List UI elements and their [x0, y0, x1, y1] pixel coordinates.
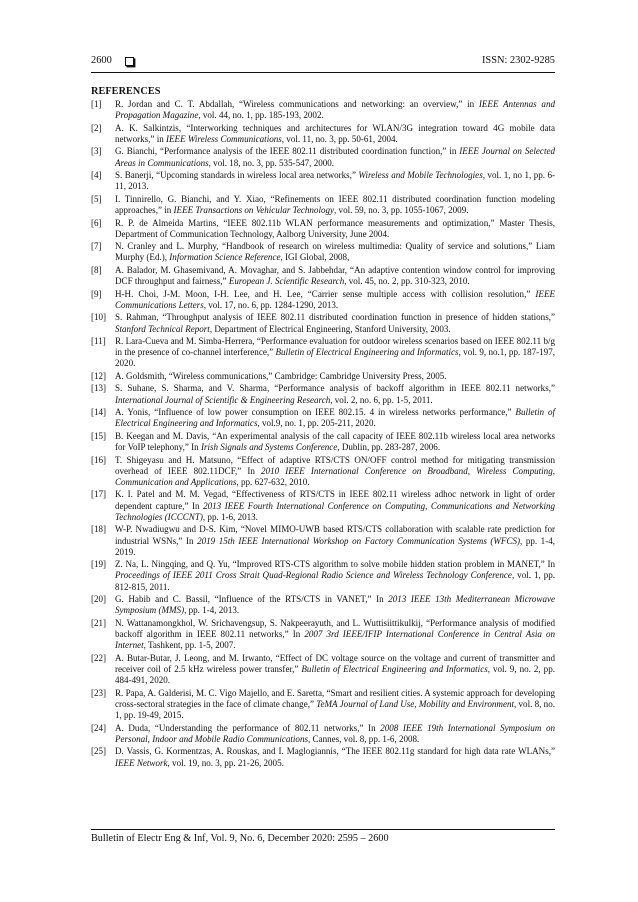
reference-item — [91, 336, 555, 370]
reference-details: , vol. 18, no. 3, pp. 535-547, 2000. — [208, 157, 335, 168]
reference-venue: Wireless and Mobile Technologies — [358, 170, 483, 181]
reference-details: , vol. 59, no. 3, pp. 1055-1067, 2009. — [334, 205, 469, 216]
reference-text: A. Yonis, “Influence of low power consumption on IEEE 802.15. 4 in wireless networks performance,” — [115, 407, 516, 418]
reference-details: , pp. 1-4, 2013. — [184, 605, 240, 616]
reference-text: G. Habib and C. Bassil, “Influence of the RTS/CTS in VANET,” In — [115, 594, 389, 605]
reference-venue: 2010 IEEE International Conference on Broadband, Wireless Computing, Communication and Applications — [115, 465, 555, 487]
reference-text: S. Banerji, “Upcoming standards in wireless local area networks,” — [115, 170, 359, 181]
issn-label: ISSN: 2302-9285 — [481, 55, 555, 66]
reference-text: B. Keegan and M. Davis, “An experimental analysis of the call capacity of IEEE 802.11b wireless local area networks for VoIP telephony,” In — [115, 430, 555, 453]
reference-venue: IEEE Journal on Selected Areas in Communications — [115, 146, 555, 168]
reference-details: , vol. 45, no. 2, pp. 310-323, 2010. — [344, 276, 470, 287]
reference-number: [15] — [91, 430, 107, 441]
reference-text: A. K. Salkintzis, “Interworking techniques and architectures for WLAN/3G integration toward 4G mobile data networks,” in — [115, 122, 555, 144]
reference-item — [91, 170, 555, 192]
reference-venue: IEEE Network — [115, 757, 168, 768]
reference-item — [91, 123, 555, 145]
reference-number: [19] — [91, 559, 107, 570]
reference-venue: IEEE Transactions on Vehicular Technology — [173, 205, 335, 216]
reference-text: N. Wattanamongkhol, W. Srichavengsup, S. Nakpeerayuth, and L. Wuttisiittikulkij, “Performance analysis of modified backoff algorithm in IEEE 802.11 networks,” In — [115, 617, 555, 640]
reference-number: [10] — [91, 312, 107, 323]
reference-number: [21] — [91, 617, 107, 628]
reference-venue: Irish Signals and Systems Conference — [200, 442, 338, 453]
reference-text: R. P. de Almeida Martins, “IEEE 802.11b WLAN performance measurements and optimization,” Master Thesis, Department of Communication Technology, Aalborg University, June 2004. — [115, 217, 555, 239]
reference-text: W-P. Nwadiugwu and D-S. Kim, “Novel MIMO-UWB based RTS/CTS collaboration with scalable rate prediction for industrial WSNs,” In — [115, 524, 555, 546]
reference-number: [2] — [91, 122, 102, 133]
reference-item — [91, 383, 555, 405]
reference-venue: Proceedings of IEEE 2011 Cross Strait Quad-Regional Radio Science and Wireless Technology Conference — [115, 570, 512, 581]
page-header — [91, 55, 555, 71]
reference-item — [91, 289, 555, 311]
reference-number: [6] — [91, 217, 102, 228]
reference-number: [1] — [91, 99, 102, 109]
reference-text: R. Papa, A. Galderisi, M. C. Vigo Majello, and E. Saretta, “Smart and resilient cities. A systemic approach for developing cross-sectoral strategies in the face of climate change,” — [115, 687, 555, 709]
reference-details: , Dublin, pp. 283-287, 2006. — [337, 442, 441, 453]
reference-number: [16] — [91, 454, 107, 465]
reference-item — [91, 312, 555, 334]
reference-item — [91, 746, 555, 768]
reference-details: , vol. 1, no 1, pp. 6-11, 2013. — [115, 170, 555, 192]
reference-details: , vol. 17, no. 6, pp. 1284-1290, 2013. — [203, 299, 339, 310]
reference-venue: European J. Scientific Research — [228, 276, 345, 287]
reference-item — [91, 407, 555, 429]
reference-details: , vol. 2, no. 6, pp. 1-5, 2011. — [330, 394, 433, 405]
reference-item — [91, 653, 555, 687]
reference-text: T. Shigeyasu and H. Matsuno, “Effect of adaptive RTS/CTS ON/OFF control method for mitigating transmission overhead of IEEE 802.11DCF,” In — [115, 454, 555, 476]
reference-item — [91, 594, 555, 616]
reference-item — [91, 489, 555, 523]
reference-number: [20] — [91, 594, 107, 605]
reference-number: [9] — [91, 288, 102, 299]
reference-details: , Department of Electrical Engineering, Stanford University, 2003. — [209, 323, 451, 334]
reference-text: H-H. Choi, J-M. Moon, I-H. Lee, and H. Lee, “Carrier sense multiple access with collision resolution,” — [115, 288, 536, 299]
reference-text: A. Balador, M. Ghasemivand, A. Movaghar, and S. Jabbehdar, “An adaptive contention window control for improving DCF throughput and fairness,” — [115, 264, 555, 287]
reference-number: [23] — [91, 687, 107, 698]
header-divider — [91, 72, 555, 73]
reference-item — [91, 194, 555, 216]
reference-number: [25] — [91, 746, 107, 757]
reference-details: , Cannes, vol. 8, pp. 1-6, 2008. — [308, 733, 420, 744]
reference-venue: TeMA Journal of Land Use, Mobility and Environment — [316, 698, 514, 709]
page-footer: Bulletin of Electr Eng & Inf, Vol. 9, No. 6, December 2020: 2595 – 2600 — [91, 833, 389, 844]
reference-venue: IEEE Communications Letters — [115, 288, 555, 310]
reference-item — [91, 723, 555, 745]
reference-item — [91, 99, 555, 121]
reference-number: [24] — [91, 722, 107, 733]
reference-item — [91, 618, 555, 652]
reference-venue: Bulletin of Electrical Engineering and Informatics — [115, 407, 555, 429]
reference-item — [91, 688, 555, 722]
reference-text: S. Suhane, S. Sharma, and V. Sharma, “Performance analysis of backoff algorithm in IEEE 802.11 networks,” — [115, 383, 555, 394]
reference-number: [18] — [91, 524, 107, 535]
reference-text: A. Goldsmith, “Wireless communications,” Cambridge: Cambridge University Press, 2005. — [115, 370, 447, 381]
reference-venue: 2007 3rd IEEE/IFIP International Conference in Central Asia on Internet — [115, 629, 555, 651]
reference-item — [91, 241, 555, 263]
square-icon — [125, 57, 134, 66]
reference-number: [4] — [91, 170, 102, 181]
reference-text: A. Butar-Butar, J. Leong, and M. Irwanto, “Effect of DC voltage source on the voltage and current of transmitter and receiver coil of 2.5 kHz wireless power transfer,” — [115, 652, 555, 674]
reference-details: , vol. 9, no.1, pp. 187-197, 2020. — [115, 347, 555, 369]
reference-details: , pp. 1-4, 2019. — [115, 535, 555, 557]
reference-item — [91, 524, 555, 558]
reference-number: [11] — [91, 336, 106, 347]
reference-text: Z. Na, L. Ningqing, and Q. Yu, “Improved RTS-CTS algorithm to solve mobile hidden station problem in MANET,” In — [115, 559, 555, 570]
reference-number: [14] — [91, 407, 107, 418]
reference-text: G. Bianchi, “Performance analysis of the IEEE 802.11 distributed coordination function,” in — [115, 146, 460, 157]
reference-venue: Bulletin of Electrical Engineering and Informatics — [275, 347, 459, 358]
reference-text: I. Tinnirello, G. Bianchi, and Y. Xiao, “Refinements on IEEE 802.11 distributed coordination function modeling approaches,” in — [115, 193, 555, 216]
reference-number: [3] — [91, 146, 102, 157]
reference-item — [91, 218, 555, 240]
reference-details: , vol. 44, no. 1, pp. 185-193, 2002. — [198, 110, 324, 121]
reference-item — [91, 146, 555, 168]
references-heading: REFERENCES — [91, 86, 161, 97]
reference-venue: Stanford Technical Report — [115, 323, 210, 334]
reference-number: [12] — [91, 370, 107, 381]
reference-details: , vol. 1, pp. 812-815, 2011. — [115, 570, 555, 592]
reference-details: , pp. 1-6, 2013. — [202, 511, 258, 522]
reference-list — [91, 99, 555, 770]
reference-details: , vol. 8, no. 1, pp. 19-49, 2015. — [115, 698, 555, 721]
reference-venue: Bulletin of Electrical Engineering and Informatics — [301, 663, 488, 674]
reference-venue: 2008 IEEE 19th International Symposium on Personal, Indoor and Mobile Radio Communications — [115, 722, 555, 744]
reference-text: D. Vassis, G. Kormentzas, A. Rouskas, and I. Maglogiannis, “The IEEE 802.11g standard for high data rate WLANs,” — [115, 746, 555, 757]
reference-item — [91, 265, 555, 287]
reference-text: S. Rahman, “Throughput analysis of IEEE 802.11 distributed coordination function in presence of hidden stations,” — [115, 312, 555, 323]
reference-details: , vol. 9, no. 2, pp. 484-491, 2020. — [115, 663, 555, 686]
reference-number: [22] — [91, 652, 107, 663]
reference-details: , IGI Global, 2008, — [280, 252, 350, 263]
reference-text: R. Lara-Cueva and M. Simba-Herrera, “Performance evaluation for outdoor wireless scenarios based on IEEE 802.11 b/g in the presence of co-channel interference,” — [115, 336, 555, 358]
reference-number: [5] — [91, 193, 102, 204]
reference-number: [13] — [91, 383, 107, 394]
reference-item — [91, 455, 555, 489]
reference-item — [91, 431, 555, 453]
reference-venue: 2019 15th IEEE International Workshop on Factory Communication Systems (WFCS) — [197, 535, 521, 546]
reference-venue: International Journal of Scientific & Engineering Research — [115, 394, 331, 405]
reference-text: K. I. Patel and M. M. Vegad, “Effectiveness of RTS/CTS in IEEE 802.11 wireless adhoc network in light of order dependent capture,” In — [115, 489, 555, 511]
reference-venue: IEEE Antennas and Propagation Magazine — [115, 99, 555, 121]
reference-text: N. Cranley and L. Murphy, “Handbook of research on wireless multimedia: Quality of service and solutions,” Liam Murphy (Ed.), — [115, 241, 555, 263]
reference-item — [91, 371, 555, 382]
reference-details: , vol.9, no. 1, pp. 205-211, 2020. — [257, 418, 376, 429]
reference-venue: Information Science Reference — [169, 252, 281, 263]
reference-text: R. Jordan and C. T. Abdallah, “Wireless communications and networking: an overview,” in — [115, 99, 479, 109]
reference-details: , vol. 19, no. 3, pp. 21-26, 2005. — [167, 757, 284, 768]
footer-divider — [91, 829, 555, 830]
reference-venue: 2013 IEEE 13th Mediterranean Microwave Symposium (MMS) — [115, 594, 556, 616]
reference-details: , pp. 627-632, 2010. — [236, 476, 310, 487]
reference-item — [91, 559, 555, 593]
page-number: 2600 — [91, 55, 112, 66]
reference-venue: 2013 IEEE Fourth International Conference on Computing, Communications and Networking Technologies (ICCCNT) — [115, 500, 555, 522]
reference-details: , Tashkent, pp. 1-5, 2007. — [143, 640, 236, 651]
reference-details: , vol. 11, no. 3, pp. 50-61, 2004. — [281, 133, 398, 144]
reference-number: [17] — [91, 489, 107, 500]
reference-venue: IEEE Wireless Communications — [166, 133, 282, 144]
reference-text: A. Duda, “Understanding the performance of 802.11 networks,” In — [115, 722, 381, 733]
reference-number: [7] — [91, 241, 102, 252]
reference-number: [8] — [91, 264, 102, 275]
